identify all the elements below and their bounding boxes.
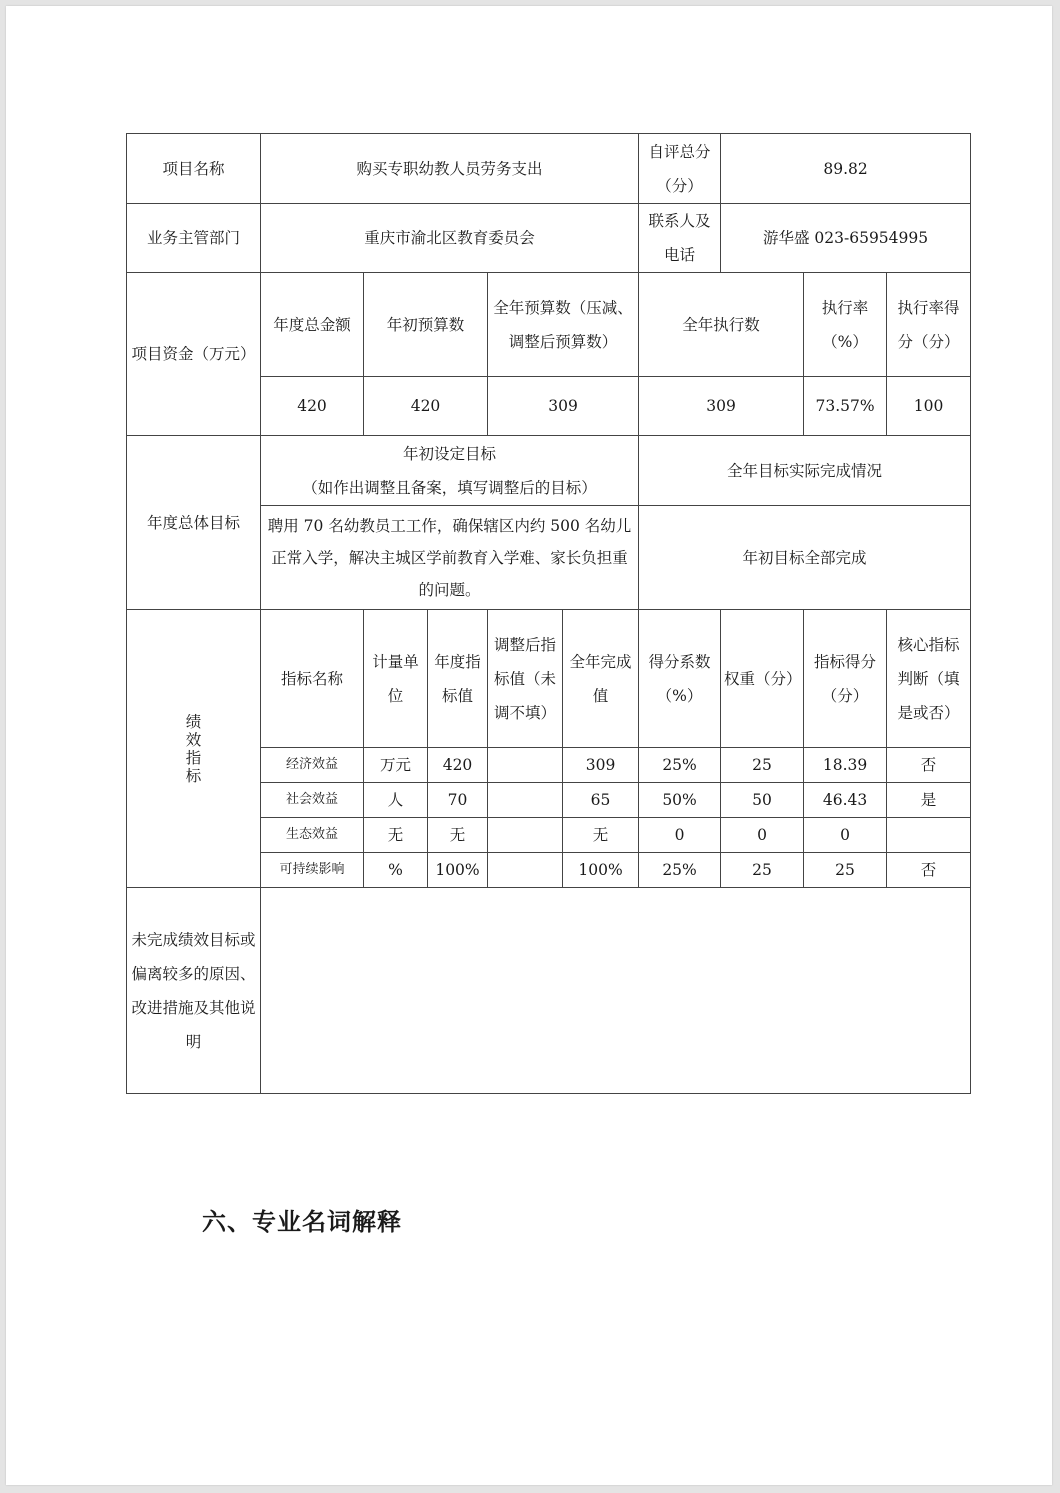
funds-value: 73.57% bbox=[804, 377, 887, 436]
indicator-header: 核心指标判断（填是或否） bbox=[887, 610, 971, 748]
indicator-header: 指标名称 bbox=[261, 610, 364, 748]
indicator-name: 可持续影响 bbox=[261, 853, 364, 888]
indicator-actual: 无 bbox=[563, 818, 639, 853]
set-goal-header-note: （如作出调整且备案，填写调整后的目标） bbox=[302, 478, 597, 497]
set-goal-header bbox=[261, 436, 639, 506]
indicator-name: 社会效益 bbox=[261, 783, 364, 818]
indicator-label-char: 标 bbox=[185, 766, 202, 785]
performance-indicators-label bbox=[127, 610, 261, 888]
indicator-actual: 309 bbox=[563, 748, 639, 783]
indicator-score: 0 bbox=[804, 818, 887, 853]
self-score-label: 自评总分（分） bbox=[639, 134, 721, 204]
indicator-coefficient: 25% bbox=[639, 853, 721, 888]
indicator-score: 46.43 bbox=[804, 783, 887, 818]
indicator-name: 生态效益 bbox=[261, 818, 364, 853]
indicator-weight: 0 bbox=[721, 818, 804, 853]
indicator-coefficient: 50% bbox=[639, 783, 721, 818]
indicator-target: 70 bbox=[428, 783, 488, 818]
goals-header-row bbox=[127, 436, 971, 506]
indicator-header: 指标得分（分） bbox=[804, 610, 887, 748]
department-label: 业务主管部门 bbox=[127, 204, 261, 273]
funds-label: 项目资金（万元） bbox=[127, 273, 261, 436]
indicator-label-char: 绩 bbox=[185, 712, 202, 731]
actual-goal-text: 年初目标全部完成 bbox=[639, 506, 971, 610]
performance-report-table bbox=[126, 133, 971, 1094]
indicator-score: 25 bbox=[804, 853, 887, 888]
indicator-score: 18.39 bbox=[804, 748, 887, 783]
funds-value: 420 bbox=[261, 377, 364, 436]
indicator-unit: 万元 bbox=[364, 748, 428, 783]
funds-header: 年初预算数 bbox=[364, 273, 488, 377]
notes-label: 未完成绩效目标或偏离较多的原因、改进措施及其他说明 bbox=[127, 888, 261, 1094]
indicator-adjusted bbox=[488, 783, 563, 818]
indicator-label-char: 效 bbox=[185, 730, 202, 749]
department-value: 重庆市渝北区教育委员会 bbox=[261, 204, 639, 273]
annual-goals-label: 年度总体目标 bbox=[127, 436, 261, 610]
indicator-coefficient: 25% bbox=[639, 748, 721, 783]
indicator-core bbox=[887, 818, 971, 853]
indicator-adjusted bbox=[488, 853, 563, 888]
indicator-unit: 无 bbox=[364, 818, 428, 853]
funds-value: 309 bbox=[639, 377, 804, 436]
indicator-name: 经济效益 bbox=[261, 748, 364, 783]
actual-goal-header: 全年目标实际完成情况 bbox=[639, 436, 971, 506]
notes-row bbox=[127, 888, 971, 1094]
funds-header-row bbox=[127, 273, 971, 377]
funds-value: 100 bbox=[887, 377, 971, 436]
section-heading: 六、专业名词解释 bbox=[202, 1208, 402, 1236]
indicator-header: 调整后指标值（未调不填） bbox=[488, 610, 563, 748]
indicator-header: 权重（分） bbox=[721, 610, 804, 748]
indicator-header: 得分系数（%） bbox=[639, 610, 721, 748]
indicator-core: 否 bbox=[887, 853, 971, 888]
indicator-unit: 人 bbox=[364, 783, 428, 818]
indicator-label-char: 指 bbox=[185, 748, 202, 767]
indicator-target: 100% bbox=[428, 853, 488, 888]
funds-value: 309 bbox=[488, 377, 639, 436]
set-goal-text: 聘用 70 名幼教员工工作，确保辖区内约 500 名幼儿正常入学，解决主城区学前教育入学难、家长负担重的问题。 bbox=[261, 506, 639, 610]
indicator-header-row bbox=[127, 610, 971, 748]
funds-header: 全年执行数 bbox=[639, 273, 804, 377]
contact-label: 联系人及电话 bbox=[639, 204, 721, 273]
indicator-core: 否 bbox=[887, 748, 971, 783]
indicator-unit: % bbox=[364, 853, 428, 888]
funds-header: 执行率（%） bbox=[804, 273, 887, 377]
document-page bbox=[6, 6, 1052, 1485]
indicator-weight: 25 bbox=[721, 748, 804, 783]
indicator-actual: 100% bbox=[563, 853, 639, 888]
indicator-header: 全年完成值 bbox=[563, 610, 639, 748]
indicator-adjusted bbox=[488, 818, 563, 853]
notes-value bbox=[261, 888, 971, 1094]
indicator-adjusted bbox=[488, 748, 563, 783]
funds-header: 执行率得分（分） bbox=[887, 273, 971, 377]
self-score-value: 89.82 bbox=[721, 134, 971, 204]
indicator-weight: 50 bbox=[721, 783, 804, 818]
indicator-coefficient: 0 bbox=[639, 818, 721, 853]
indicator-core: 是 bbox=[887, 783, 971, 818]
set-goal-header-title: 年初设定目标 bbox=[403, 444, 497, 463]
contact-value: 游华盛 023-65954995 bbox=[721, 204, 971, 273]
project-name-row bbox=[127, 134, 971, 204]
funds-value: 420 bbox=[364, 377, 488, 436]
indicator-target: 无 bbox=[428, 818, 488, 853]
indicator-actual: 65 bbox=[563, 783, 639, 818]
indicator-header: 计量单位 bbox=[364, 610, 428, 748]
indicator-weight: 25 bbox=[721, 853, 804, 888]
funds-header: 全年预算数（压减、调整后预算数） bbox=[488, 273, 639, 377]
department-row bbox=[127, 204, 971, 273]
funds-header: 年度总金额 bbox=[261, 273, 364, 377]
indicator-header: 年度指标值 bbox=[428, 610, 488, 748]
indicator-target: 420 bbox=[428, 748, 488, 783]
project-name-value: 购买专职幼教人员劳务支出 bbox=[261, 134, 639, 204]
project-name-label: 项目名称 bbox=[127, 134, 261, 204]
